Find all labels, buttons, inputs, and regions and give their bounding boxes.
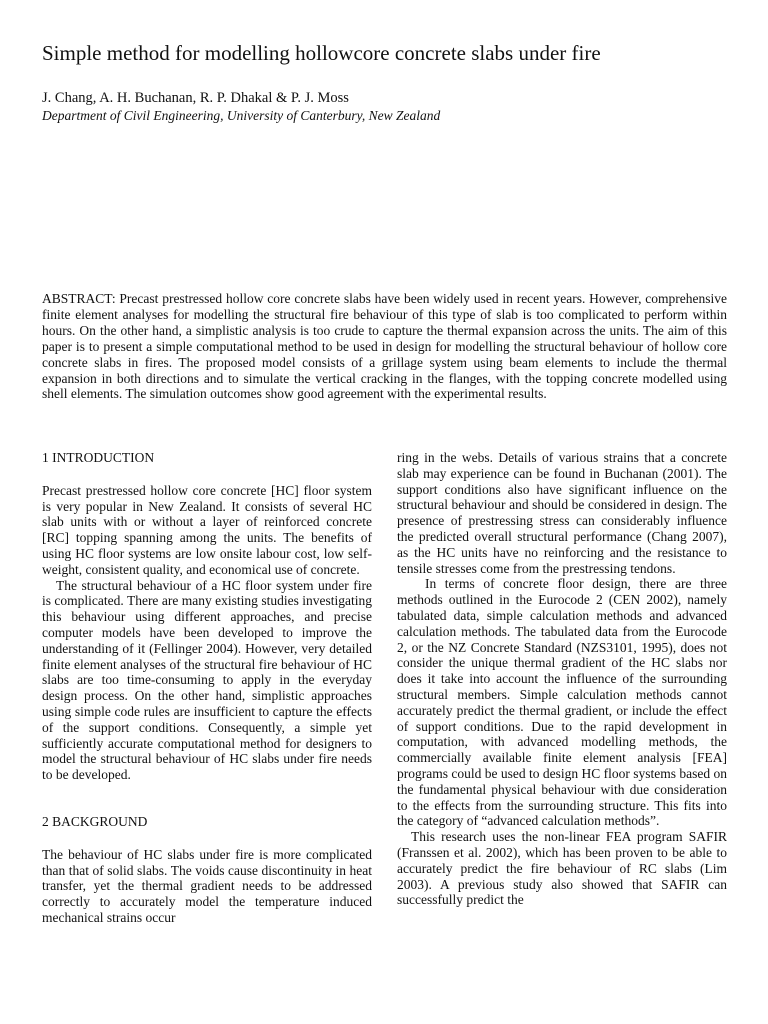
background-paragraph-3: This research uses the non-linear FEA program SAFIR (Franssen et al. 2002), which has been proven to be able to accurately predict the fire behaviour of RC slabs (Lim 2003). A previous study also showed that SAFIR can successfully predict the — [397, 829, 727, 908]
paper-title: Simple method for modelling hollowcore concrete slabs under fire — [42, 41, 601, 65]
right-column — [397, 450, 727, 908]
introduction-paragraph-1: Precast prestressed hollow core concrete [HC] floor system is very popular in New Zealand. It consists of several HC slab units with or without a layer of reinforced concrete [RC] topping spanning among the units. The benefits of using HC floor systems are low onsite labour cost, low self-weight, consistent quality, and economical use of concrete. — [42, 482, 372, 577]
left-column — [42, 450, 372, 926]
author-list: J. Chang, A. H. Buchanan, R. P. Dhakal & P. J. Moss — [42, 90, 349, 106]
affiliation: Department of Civil Engineering, University of Canterbury, New Zealand — [42, 108, 441, 123]
section-heading-introduction: 1 INTRODUCTION — [42, 450, 155, 465]
abstract: ABSTRACT: Precast prestressed hollow core concrete slabs have been widely used in recent years. However, comprehensive finite element analyses for modelling the structural fire behaviour of this type of slab is too complicated to perform within hours. On the other hand, a simplistic analysis is too crude to capture the thermal expansion across the units. The aim of this paper is to present a simple computational method to be used in design for modelling the structural behaviour of hollow core concrete slabs in fires. The proposed model consists of a grillage system using beam elements to include the thermal expansion in both directions and to simulate the vertical cracking in the flanges, with the topping concrete modelled using shell elements. The simulation outcomes show good agreement with the experimental results. — [42, 291, 727, 402]
background-paragraph-1: The behaviour of HC slabs under fire is more complicated than that of solid slabs. The voids cause discontinuity in heat transfer, yet the thermal gradient needs to be addressed correctly to accurately model the temperature induced mechanical strains occur — [42, 846, 372, 925]
background-paragraph-1-continued: ring in the webs. Details of various strains that a concrete slab may experience can be found in Buchanan (2001). The support conditions also have significant influence on the structural behaviour and should be considered in design. The presence of prestressing stress can considerably influence the predicted overall structural performance (Chang 2007), as the HC units have no reinforcing and the resistance to tensile stresses come from the prestressing tendons. — [397, 450, 727, 576]
background-paragraph-2: In terms of concrete floor design, there are three methods outlined in the Eurocode 2 (CEN 2002), namely tabulated data, simple calculation methods and advanced calculation methods. The tabulated data from the Eurocode 2, or the NZ Concrete Standard (NZS3101, 1995), does not consider the unique thermal gradient of the HC slabs nor does it take into account the influence of the surrounding structural members. Simple calculation methods cannot accurately predict the thermal gradient, or include the effect of support conditions. Due to the rapid development in computation, with advanced modelling methods, the commercially available finite element analysis [FEA] programs could be used to design HC floor systems based on the fundamental physical behaviour with due consideration to the effects from the surrounding structure. This fits into the category of “advanced calculation methods”. — [397, 576, 727, 829]
introduction-paragraph-2: The structural behaviour of a HC floor system under fire is complicated. There are many existing studies investigating this behaviour using different approaches, and precise computer models have been developed to improve the understanding of it (Fellinger 2004). However, very detailed finite element analyses of the structural fire behaviour of HC slabs are too time-consuming to apply in the everyday design process. On the other hand, simplistic approaches using simple code rules are insufficient to capture the effects of the support conditions. Consequently, a simple yet sufficiently accurate computational method for designers to model the structural behaviour of HC slabs under fire needs to be developed. — [42, 577, 372, 783]
section-heading-background: 2 BACKGROUND — [42, 813, 148, 829]
